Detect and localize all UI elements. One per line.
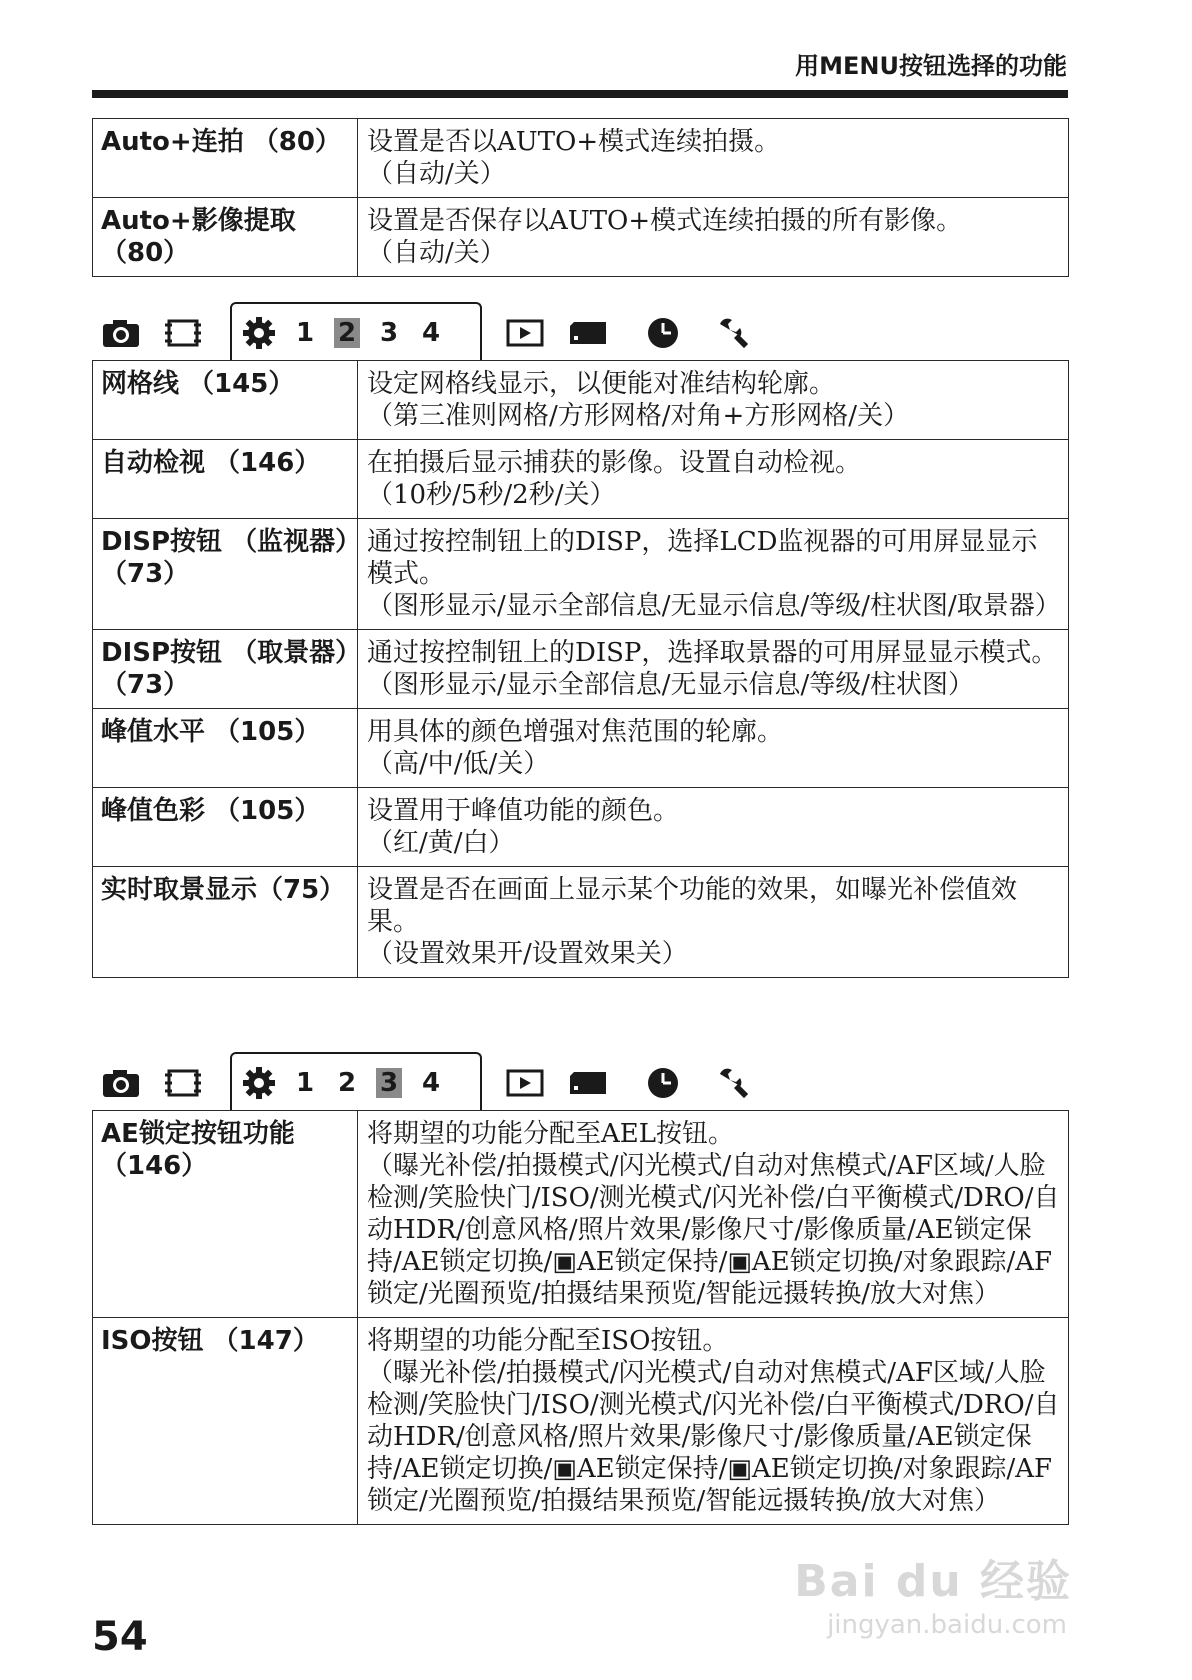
menu-table-3 — [92, 1110, 1069, 1525]
memory-card-icon — [568, 1070, 608, 1096]
movie-icon — [164, 1068, 202, 1098]
clock-icon — [646, 316, 680, 350]
item-options: （第三准则网格/方形网格/对角+方形网格/关） — [367, 401, 910, 431]
table-row — [93, 440, 1069, 519]
menu-tab-bar — [92, 1052, 1069, 1112]
item-options: （图形显示/显示全部信息/无显示信息/等级/柱状图） — [367, 670, 975, 700]
menu-table-1 — [92, 118, 1069, 277]
item-options: （自动/关） — [367, 159, 506, 189]
item-desc-text: 在拍摄后显示捕获的影像。设置自动检视。 — [367, 448, 862, 478]
item-description — [358, 198, 1069, 277]
settings-page-4[interactable]: 4 — [421, 318, 441, 348]
item-name: ISO按钮 （147） — [93, 1318, 358, 1525]
settings-page-1[interactable]: 1 — [295, 318, 315, 348]
menu-tab-bar — [92, 302, 1069, 362]
item-name: DISP按钮 （监视器）（73） — [93, 519, 358, 630]
memory-card-icon — [568, 320, 608, 346]
item-name: Auto+影像提取（80） — [93, 198, 358, 277]
table-row — [93, 630, 1069, 709]
table-row — [93, 519, 1069, 630]
item-name: 峰值水平 （105） — [93, 709, 358, 788]
item-description — [358, 1111, 1069, 1318]
table-row — [93, 361, 1069, 440]
custom-settings-tab[interactable] — [230, 1052, 482, 1110]
table-row — [93, 1111, 1069, 1318]
table-row — [93, 119, 1069, 198]
item-name: 实时取景显示（75） — [93, 867, 358, 978]
item-description — [358, 788, 1069, 867]
table-row — [93, 198, 1069, 277]
item-name: 自动检视 （146） — [93, 440, 358, 519]
settings-page-3[interactable]: 3 — [379, 318, 399, 348]
item-description — [358, 361, 1069, 440]
watermark-url: jingyan.baidu.com — [827, 1610, 1067, 1640]
wrench-icon — [716, 316, 750, 350]
item-desc-text: 设置是否以AUTO+模式连续拍摄。 — [367, 127, 781, 157]
table-row — [93, 1318, 1069, 1525]
item-desc-text: 通过按控制钮上的DISP，选择取景器的可用屏显显示模式。 — [367, 638, 1058, 668]
item-desc-text: 用具体的颜色增强对焦范围的轮廓。 — [367, 717, 784, 747]
table-row — [93, 788, 1069, 867]
table-row — [93, 709, 1069, 788]
settings-page-2[interactable]: 2 — [337, 1068, 357, 1098]
settings-page-1[interactable]: 1 — [295, 1068, 315, 1098]
item-name: DISP按钮 （取景器）（73） — [93, 630, 358, 709]
page-header-title: 用MENU按钮选择的功能 — [795, 52, 1067, 80]
item-desc-text: 将期望的功能分配至AEL按钮。 — [367, 1119, 735, 1149]
item-desc-text: 通过按控制钮上的DISP，选择LCD监视器的可用屏显显示模式。 — [367, 527, 1038, 589]
settings-page-2[interactable]: 2 — [334, 318, 360, 348]
item-description — [358, 709, 1069, 788]
item-options: （设置效果开/设置效果关） — [367, 939, 688, 969]
item-description — [358, 119, 1069, 198]
item-name: Auto+连拍 （80） — [93, 119, 358, 198]
item-options: （红/黄/白） — [367, 828, 515, 858]
item-name: 网格线 （145） — [93, 361, 358, 440]
settings-page-4[interactable]: 4 — [421, 1068, 441, 1098]
custom-settings-tab[interactable] — [230, 302, 482, 360]
item-desc-text: 设定网格线显示，以便能对准结构轮廓。 — [367, 369, 836, 399]
item-options: （高/中/低/关） — [367, 749, 550, 779]
item-options: （图形显示/显示全部信息/无显示信息/等级/柱状图/取景器） — [367, 591, 1061, 621]
item-description — [358, 440, 1069, 519]
item-name: 峰值色彩 （105） — [93, 788, 358, 867]
camera-icon — [102, 318, 140, 348]
item-desc-text: 设置是否在画面上显示某个功能的效果，如曝光补偿值效果。 — [367, 875, 1018, 937]
menu-table-2 — [92, 360, 1069, 978]
camera-icon — [102, 1068, 140, 1098]
gear-icon — [242, 316, 276, 350]
page-number: 54 — [92, 1614, 148, 1660]
item-options: （曝光补偿/拍摄模式/闪光模式/自动对焦模式/AF区域/人脸检测/笑脸快门/ISO/测光模式/闪光补偿/白平衡模式/DRO/自动HDR/创意风格/照片效果/影像尺寸/影像质量/AE锁定保持/AE锁定切换/▣AE锁定保持/▣AE锁定切换/对象跟踪/AF锁定/光圈预览/拍摄结果预览/智能远摄转换/放大对焦） — [367, 1358, 1060, 1516]
item-description — [358, 1318, 1069, 1525]
item-options: （曝光补偿/拍摄模式/闪光模式/自动对焦模式/AF区域/人脸检测/笑脸快门/ISO/测光模式/闪光补偿/白平衡模式/DRO/自动HDR/创意风格/照片效果/影像尺寸/影像质量/AE锁定保持/AE锁定切换/▣AE锁定保持/▣AE锁定切换/对象跟踪/AF锁定/光圈预览/拍摄结果预览/智能远摄转换/放大对焦） — [367, 1151, 1060, 1309]
settings-page-3[interactable]: 3 — [376, 1068, 402, 1098]
wrench-icon — [716, 1066, 750, 1100]
gear-icon — [242, 1066, 276, 1100]
item-desc-text: 设置是否保存以AUTO+模式连续拍摄的所有影像。 — [367, 206, 963, 236]
item-description — [358, 519, 1069, 630]
header-rule — [92, 90, 1068, 98]
clock-icon — [646, 1066, 680, 1100]
item-description — [358, 630, 1069, 709]
watermark-logo: Bai du 经验 — [794, 1556, 1072, 1607]
movie-icon — [164, 318, 202, 348]
playback-icon — [506, 318, 544, 348]
item-desc-text: 将期望的功能分配至ISO按钮。 — [367, 1326, 729, 1356]
table-row — [93, 867, 1069, 978]
item-options: （10秒/5秒/2秒/关） — [367, 480, 616, 510]
item-options: （自动/关） — [367, 238, 506, 268]
playback-icon — [506, 1068, 544, 1098]
item-desc-text: 设置用于峰值功能的颜色。 — [367, 796, 680, 826]
item-name: AE锁定按钮功能（146） — [93, 1111, 358, 1318]
item-description — [358, 867, 1069, 978]
